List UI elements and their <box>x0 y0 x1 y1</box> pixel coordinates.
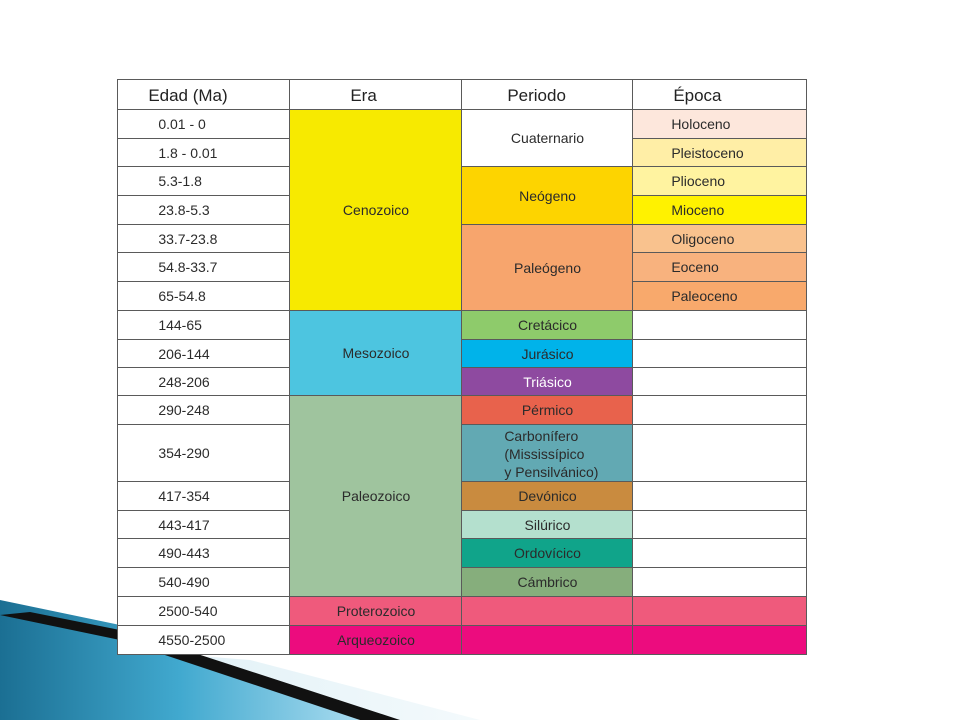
era-1: Mesozoico <box>289 310 462 396</box>
epoch-cell <box>632 596 806 626</box>
age-cell: 443-417 <box>117 510 290 539</box>
age-cell: 65-54.8 <box>117 281 290 311</box>
period-cell: Silúrico <box>461 510 633 539</box>
period-cell: Devónico <box>461 481 633 511</box>
epoch-cell <box>632 424 806 482</box>
era-4: Arqueozoico <box>289 625 462 654</box>
header-period: Periodo <box>461 79 633 110</box>
period-cell <box>461 596 633 626</box>
epoch-cell: Paleoceno <box>632 281 806 311</box>
period-cell: Cretácico <box>461 310 633 340</box>
epoch-cell <box>632 538 806 568</box>
period-cell: Paleógeno <box>461 224 633 311</box>
age-cell: 248-206 <box>117 367 290 396</box>
age-cell: 290-248 <box>117 395 290 425</box>
epoch-cell: Oligoceno <box>632 224 806 253</box>
header-era: Era <box>289 79 462 110</box>
epoch-cell: Eoceno <box>632 252 806 282</box>
epoch-cell <box>632 567 806 597</box>
period-cell: Cuaternario <box>461 109 633 167</box>
era-2: Paleozoico <box>289 395 462 597</box>
epoch-cell <box>632 367 806 396</box>
epoch-cell: Mioceno <box>632 195 806 225</box>
epoch-cell <box>632 481 806 511</box>
epoch-cell <box>632 310 806 340</box>
epoch-cell: Holoceno <box>632 109 806 139</box>
age-cell: 4550-2500 <box>117 625 290 654</box>
age-cell: 417-354 <box>117 481 290 511</box>
period-cell: Pérmico <box>461 395 633 425</box>
header-epoch: Época <box>632 79 806 110</box>
age-cell: 0.01 - 0 <box>117 109 290 139</box>
age-cell: 144-65 <box>117 310 290 340</box>
header-age: Edad (Ma) <box>117 79 290 110</box>
period-cell: Jurásico <box>461 339 633 368</box>
era-0: Cenozoico <box>289 109 462 311</box>
epoch-cell <box>632 510 806 539</box>
period-cell: Triásico <box>461 367 633 396</box>
age-cell: 540-490 <box>117 567 290 597</box>
age-cell: 23.8-5.3 <box>117 195 290 225</box>
age-cell: 490-443 <box>117 538 290 568</box>
age-cell: 1.8 - 0.01 <box>117 138 290 167</box>
epoch-cell: Plioceno <box>632 166 806 196</box>
age-cell: 5.3-1.8 <box>117 166 290 196</box>
period-cell: Ordovícico <box>461 538 633 568</box>
era-3: Proterozoico <box>289 596 462 626</box>
epoch-cell <box>632 395 806 425</box>
age-cell: 33.7-23.8 <box>117 224 290 253</box>
period-cell <box>461 625 633 654</box>
epoch-cell <box>632 625 806 654</box>
period-cell: Cámbrico <box>461 567 633 597</box>
age-cell: 54.8-33.7 <box>117 252 290 282</box>
age-cell: 206-144 <box>117 339 290 368</box>
epoch-cell <box>632 339 806 368</box>
epoch-cell: Pleistoceno <box>632 138 806 167</box>
period-cell: Neógeno <box>461 166 633 225</box>
period-cell: Carbonífero (Mississípico y Pensilvánico) <box>461 424 633 482</box>
age-cell: 354-290 <box>117 424 290 482</box>
age-cell: 2500-540 <box>117 596 290 626</box>
